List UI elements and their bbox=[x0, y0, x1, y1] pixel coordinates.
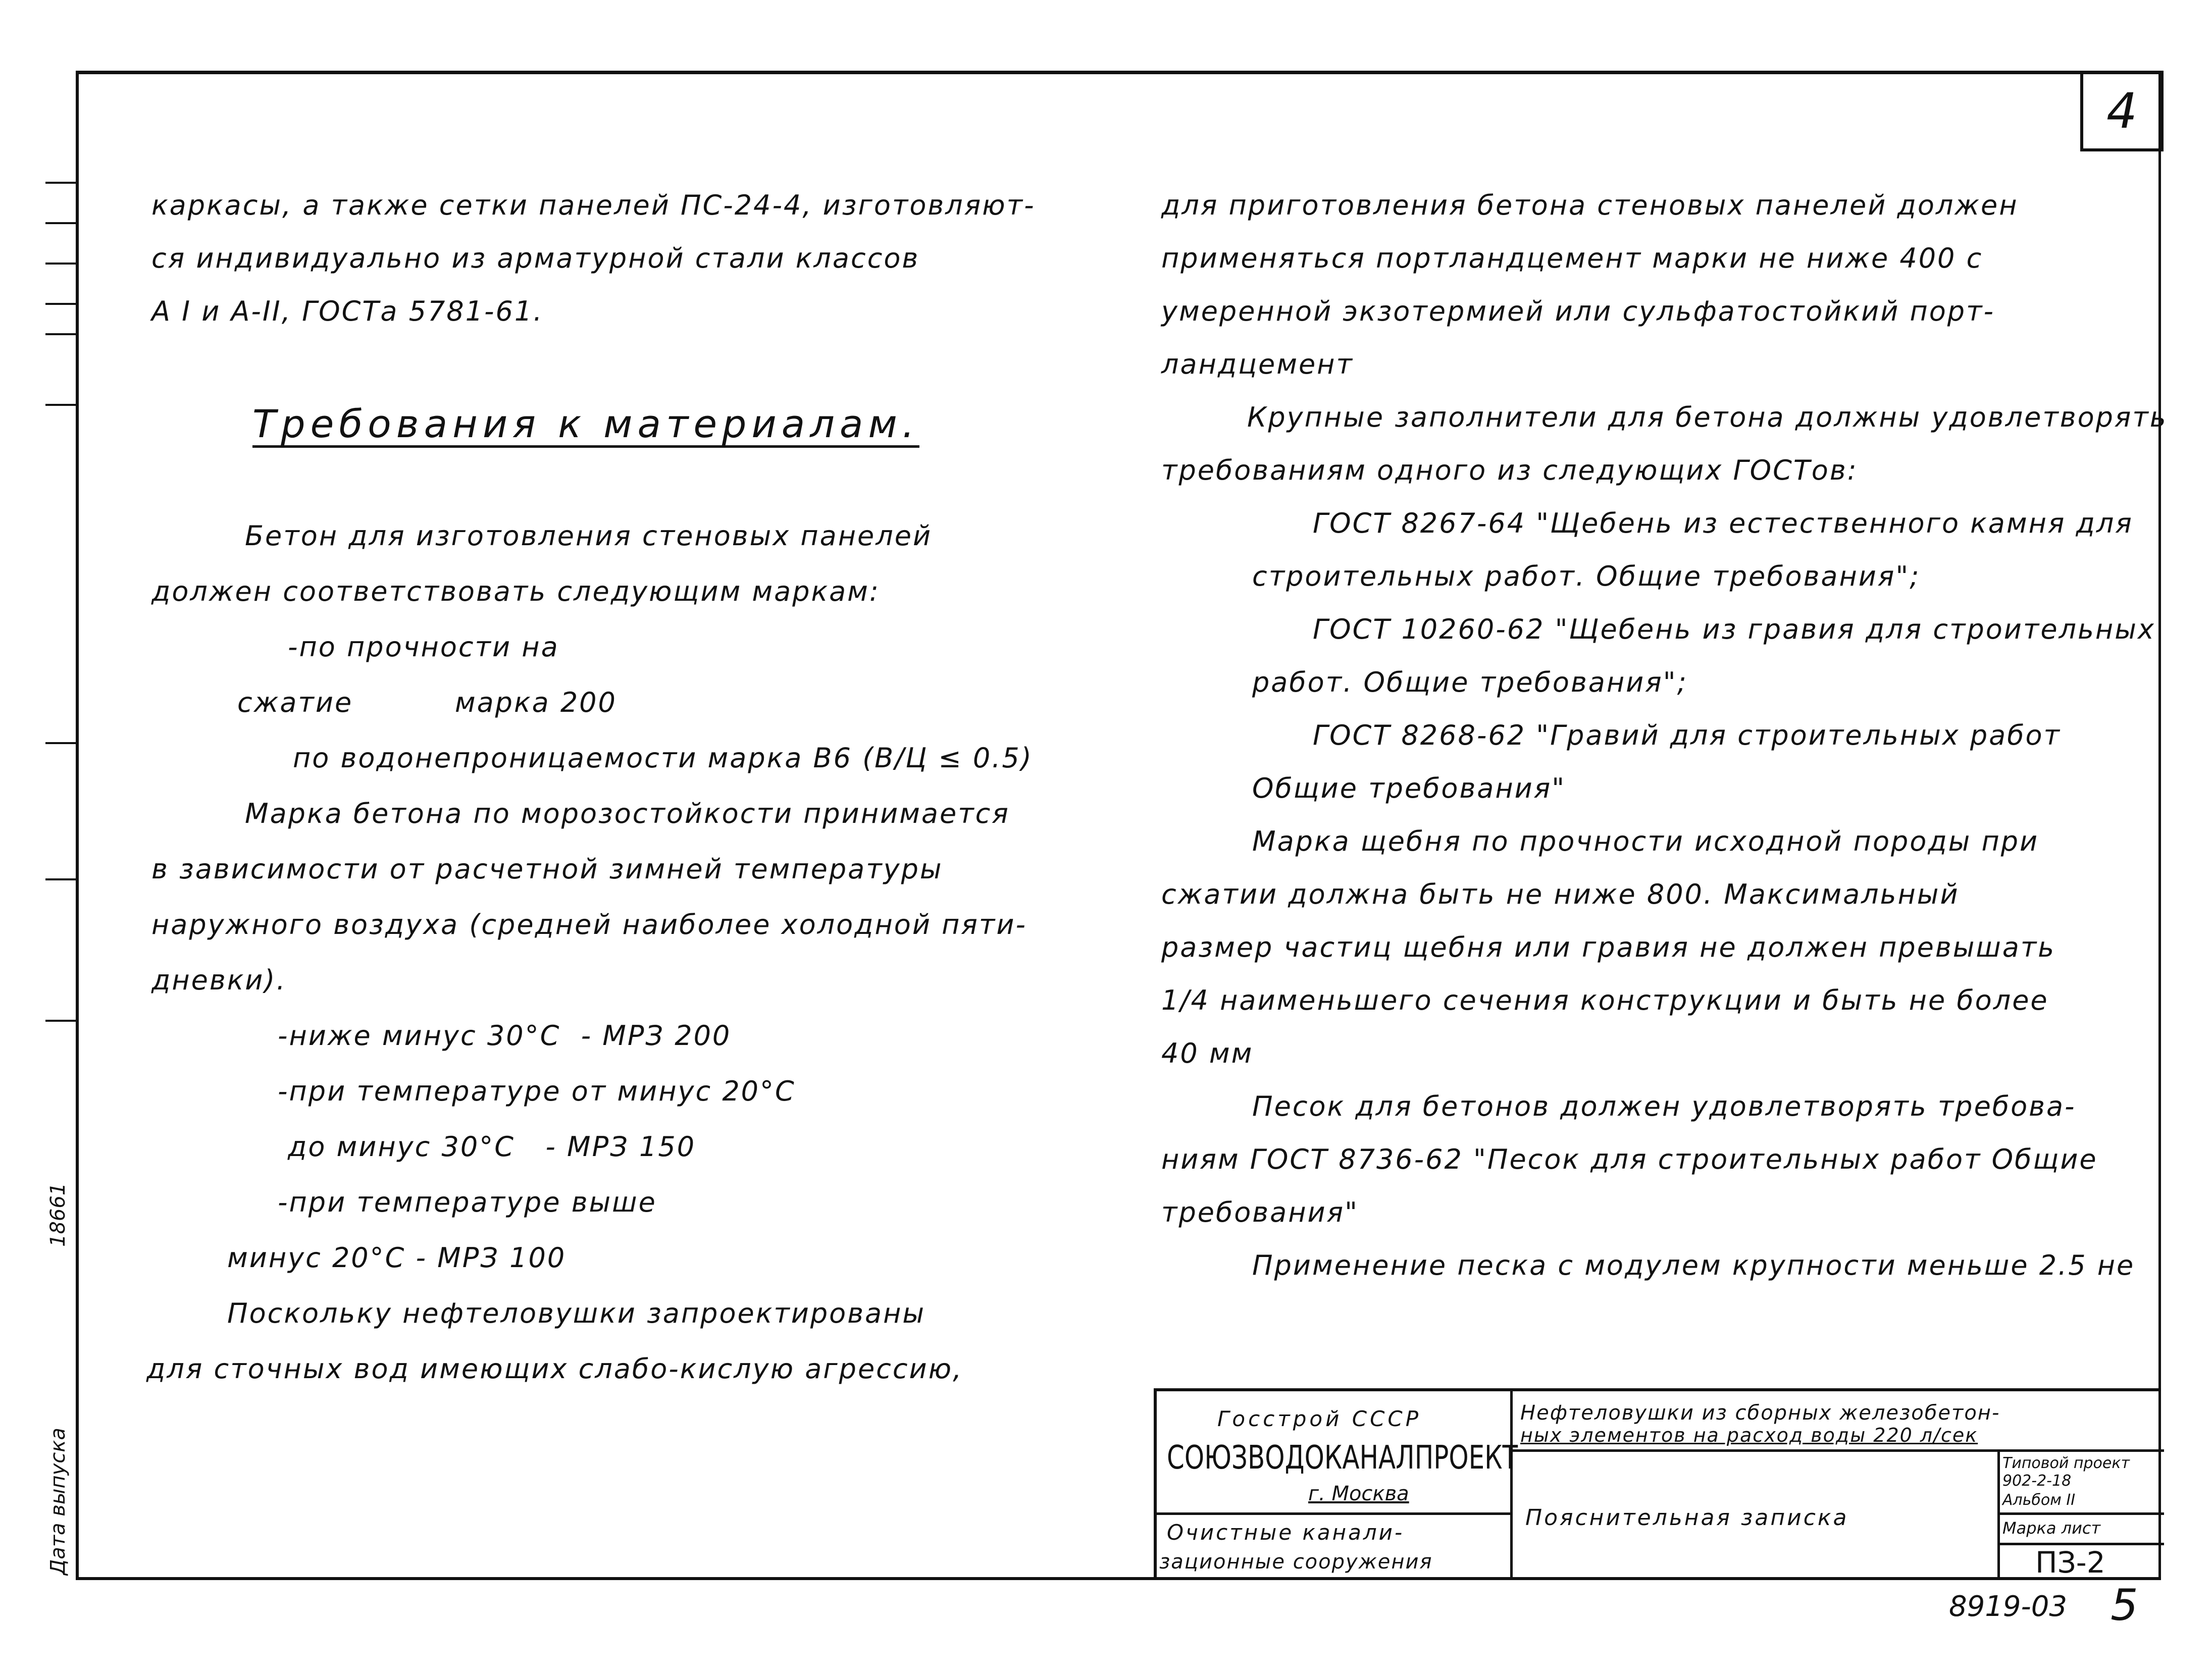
text-line: по водонепроницаемости марка В6 (В/Ц ≤ 0.5) bbox=[293, 742, 1033, 774]
page-number: 4 bbox=[2106, 83, 2138, 139]
mark-value: ПЗ-2 bbox=[2035, 1545, 2105, 1580]
text-line: 1/4 наименьшего сечения конструкции и быть не более bbox=[1161, 984, 2049, 1016]
margin-tick bbox=[45, 404, 76, 406]
text-line: Применение песка с модулем крупности меньше 2.5 не bbox=[1252, 1249, 2135, 1281]
text-line: ся индивидуально из арматурной стали классов bbox=[151, 242, 920, 274]
mark-label: Марка лист bbox=[2002, 1519, 2101, 1538]
document-title: Пояснительная записка bbox=[1525, 1505, 1849, 1531]
text-line: ландцемент bbox=[1161, 348, 1354, 380]
text-line: ниям ГОСТ 8736-62 "Песок для строительных работ Общие bbox=[1161, 1143, 2098, 1175]
text-line: должен соответствовать следующим маркам: bbox=[151, 575, 881, 607]
text-line: -при температуре от минус 20°С bbox=[278, 1075, 796, 1107]
text-line: для приготовления бетона стеновых панелей должен bbox=[1161, 189, 2019, 221]
text-line: для сточных вод имеющих слабо-кислую агрессию, bbox=[146, 1353, 963, 1385]
margin-tick bbox=[45, 222, 76, 224]
text-line: до минус 30°С - МРЗ 150 bbox=[288, 1131, 696, 1163]
series-line1: Типовой проект bbox=[2002, 1454, 2130, 1472]
text-line: дневки). bbox=[151, 964, 287, 996]
text-line: умеренной экзотермией или сульфатостойкий порт- bbox=[1161, 295, 1995, 327]
text-line: Марка щебня по прочности исходной породы при bbox=[1252, 825, 2039, 857]
project-line2: ных элементов на расход воды 220 л/сек bbox=[1520, 1424, 1978, 1446]
text-line: в зависимости от расчетной зимней температуры bbox=[151, 853, 943, 885]
text-line: Общие требования" bbox=[1252, 772, 1566, 804]
text-line: ГОСТ 8267-64 "Щебень из естественного камня для bbox=[1313, 507, 2133, 539]
sheet-page-number: 5 bbox=[2111, 1580, 2138, 1631]
org-name: СОЮЗВОДОКАНАЛПРОЕКТ bbox=[1167, 1439, 1518, 1477]
text-line: требования" bbox=[1161, 1196, 1359, 1228]
margin-tick bbox=[45, 878, 76, 880]
margin-tick bbox=[45, 182, 76, 184]
text-line: минус 20°С - МРЗ 100 bbox=[227, 1242, 567, 1274]
margin-tick bbox=[45, 303, 76, 305]
dept-line1: Очистные канали- bbox=[1167, 1520, 1405, 1545]
text-line: Поскольку нефтеловушки запроектированы bbox=[227, 1297, 926, 1329]
text-line: Марка бетона по морозостойкости принимается bbox=[245, 798, 1010, 829]
text-line: ГОСТ 8268-62 "Гравий для строительных работ bbox=[1313, 719, 2062, 751]
text-line: А I и А-II, ГОСТа 5781-61. bbox=[151, 295, 544, 327]
margin-tick bbox=[45, 263, 76, 265]
series-line2: 902-2-18 bbox=[2002, 1472, 2072, 1490]
text-line: -при температуре выше bbox=[278, 1186, 657, 1218]
text-line: Песок для бетонов должен удовлетворять требова- bbox=[1252, 1090, 2076, 1122]
tb-divider bbox=[1510, 1449, 2164, 1452]
text-line: работ. Общие требования"; bbox=[1252, 666, 1688, 698]
tb-divider bbox=[1997, 1512, 2164, 1515]
text-line: -по прочности на bbox=[288, 631, 559, 663]
text-line: сжатии должна быть не ниже 800. Максимальный bbox=[1161, 878, 1960, 910]
text-line: каркасы, а также сетки панелей ПС-24-4, изготовляют- bbox=[151, 189, 1036, 221]
margin-date-label: Дата выпуска bbox=[46, 1428, 70, 1575]
org-city: г. Москва bbox=[1308, 1482, 1409, 1505]
text-line: применяться портландцемент марки не ниже 400 с bbox=[1161, 242, 1983, 274]
drawing-code: 8919-03 bbox=[1949, 1590, 2067, 1623]
margin-number: 18661 bbox=[46, 1182, 70, 1247]
margin-tick bbox=[45, 742, 76, 744]
org-line1: Госстрой СССР bbox=[1217, 1406, 1422, 1431]
title-block bbox=[1154, 1388, 2161, 1580]
margin-tick bbox=[45, 333, 76, 335]
text-line: строительных работ. Общие требования"; bbox=[1252, 560, 1921, 592]
text-line: наружного воздуха (средней наиболее холодной пяти- bbox=[151, 909, 1027, 940]
text-line: -ниже минус 30°С - МРЗ 200 bbox=[278, 1020, 732, 1052]
project-line1: Нефтеловушки из сборных железобетон- bbox=[1520, 1401, 2000, 1425]
tb-divider bbox=[1157, 1512, 1510, 1515]
section-heading: Требования к материалам. bbox=[252, 401, 919, 446]
margin-tick bbox=[45, 1020, 76, 1022]
text-line: размер частиц щебня или гравия не должен превышать bbox=[1161, 931, 2056, 963]
text-line: сжатие марка 200 bbox=[237, 687, 617, 718]
text-line: ГОСТ 10260-62 "Щебень из гравия для строительных bbox=[1313, 613, 2155, 645]
text-line: требованиям одного из следующих ГОСТов: bbox=[1161, 454, 1858, 486]
dept-line2: зационные сооружения bbox=[1159, 1550, 1433, 1574]
text-line: Бетон для изготовления стеновых панелей bbox=[245, 520, 933, 552]
text-line: Крупные заполнители для бетона должны удовлетворять bbox=[1247, 401, 2168, 433]
page-number-box bbox=[2080, 71, 2164, 151]
album: Альбом II bbox=[2002, 1491, 2076, 1509]
tb-divider bbox=[1510, 1391, 1513, 1580]
text-line: 40 мм bbox=[1161, 1037, 1254, 1069]
